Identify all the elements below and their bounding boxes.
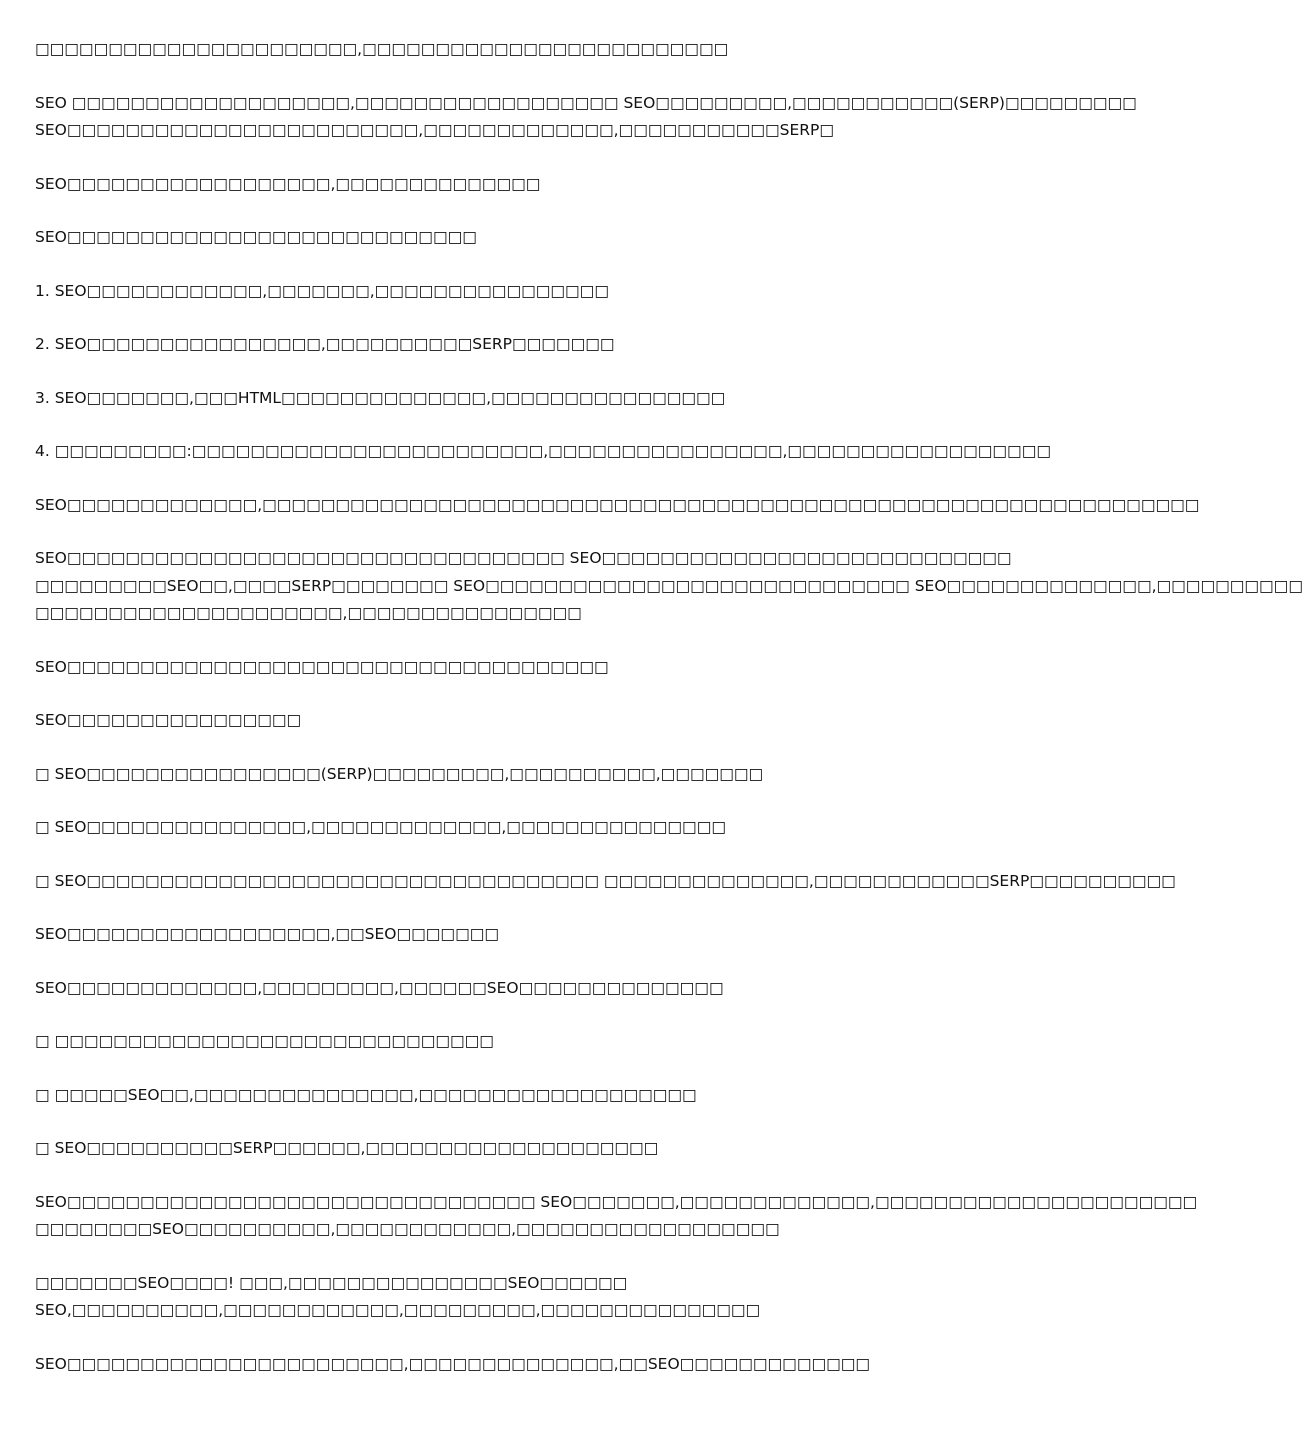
paragraph-line: SEO□□□□□□□□□□□□□□□□□□□□□□□□,□□□□□□□□□□□□□,□□□□□□□□□□□SERP□	[35, 121, 835, 139]
paragraph-line: SEO□□□□□□□□□□□□□□□□□□,□□SEO□□□□□□□	[35, 925, 500, 943]
paragraph	[35, 814, 995, 842]
paragraph	[35, 921, 995, 949]
paragraph	[35, 761, 995, 789]
paragraph	[35, 1351, 995, 1379]
paragraph-line: □□□□□□□□□□□□□□□□□□□□□,□□□□□□□□□□□□□□□□	[35, 604, 582, 622]
paragraph	[35, 1028, 995, 1056]
paragraph-line: SEO,□□□□□□□□□□,□□□□□□□□□□□□,□□□□□□□□□,□□□□□□□□□□□□□□□	[35, 1301, 761, 1319]
paragraph-line: □ SEO□□□□□□□□□□□□□□□□(SERP)□□□□□□□□□,□□□□□□□□□□,□□□□□□□	[35, 764, 764, 783]
paragraph	[35, 438, 1051, 466]
paragraph-line: □ SEO□□□□□□□□□□SERP□□□□□□,□□□□□□□□□□□□□□□□□□□□	[35, 1139, 659, 1157]
paragraph	[35, 90, 1137, 145]
paragraph-line: □ □□□□□□□□□□□□□□□□□□□□□□□□□□□□□□	[35, 1032, 494, 1050]
paragraph-line: 3. SEO□□□□□□□,□□□HTML□□□□□□□□□□□□□□,□□□□□□□□□□□□□□□□	[35, 388, 726, 407]
paragraph	[35, 171, 995, 199]
paragraph-line: 1. SEO□□□□□□□□□□□□,□□□□□□□,□□□□□□□□□□□□□□□□	[35, 281, 609, 300]
paragraph	[35, 545, 1303, 628]
paragraph-line: SEO□□□□□□□□□□□□□,□□□□□□□□□,□□□□□□SEO□□□□□□□□□□□□□□	[35, 978, 724, 997]
paragraph-line: SEO□□□□□□□□□□□□□□□□□□□□□□□□□□□□□□□□ SEO□□□□□□□,□□□□□□□□□□□□□,□□□□□□□□□□□□□□□□□□□□□□	[35, 1192, 1198, 1211]
paragraph-line: SEO □□□□□□□□□□□□□□□□□□□,□□□□□□□□□□□□□□□□□□ SEO□□□□□□□□□,□□□□□□□□□□□(SERP)□□□□□□□□□	[35, 93, 1137, 112]
paragraph	[35, 1135, 995, 1163]
paragraph	[35, 224, 995, 252]
paragraph	[35, 36, 995, 64]
paragraph-line: SEO□□□□□□□□□□□□□□□□□□□□□□□,□□□□□□□□□□□□□□,□□SEO□□□□□□□□□□□□□	[35, 1354, 871, 1373]
paragraph-line: 2. SEO□□□□□□□□□□□□□□□□,□□□□□□□□□□SERP□□□□□□□	[35, 335, 615, 353]
paragraph-line: SEO□□□□□□□□□□□□□□□□	[35, 711, 302, 729]
paragraph-line: SEO□□□□□□□□□□□□□□□□□□,□□□□□□□□□□□□□□	[35, 174, 541, 193]
paragraph	[35, 385, 995, 413]
paragraph-line: □ SEO□□□□□□□□□□□□□□□□□□□□□□□□□□□□□□□□□□□ □□□□□□□□□□□□□□,□□□□□□□□□□□□SERP□□□□□□□□□□	[35, 871, 1176, 890]
paragraph-line: □□□□□□□□□□□□□□□□□□□□□□,□□□□□□□□□□□□□□□□□□□□□□□□□	[35, 40, 729, 58]
paragraph-line: SEO□□□□□□□□□□□□□□□□□□□□□□□□□□□□	[35, 228, 477, 246]
paragraph-line: SEO□□□□□□□□□□□□□,□□□□□□□□□□□□□□□□□□□□□□□□□□□□□□□□□□□□□□□□□□□□□□□□□□□□□□□□□□□□□□□□	[35, 495, 1200, 514]
paragraph	[35, 278, 995, 306]
paragraph-line: □ □□□□□SEO□□,□□□□□□□□□□□□□□□,□□□□□□□□□□□□□□□□□□□	[35, 1085, 697, 1104]
paragraph	[35, 707, 995, 735]
paragraph	[35, 975, 995, 1003]
paragraph	[35, 331, 995, 359]
paragraph	[35, 1270, 995, 1325]
paragraph	[35, 492, 1200, 520]
document-body	[35, 36, 1303, 1404]
paragraph	[35, 654, 995, 682]
paragraph	[35, 1082, 995, 1110]
paragraph-line: □ SEO□□□□□□□□□□□□□□□,□□□□□□□□□□□□□,□□□□□□□□□□□□□□□	[35, 818, 726, 836]
paragraph	[35, 868, 1176, 896]
paragraph-line: SEO□□□□□□□□□□□□□□□□□□□□□□□□□□□□□□□□□□ SEO□□□□□□□□□□□□□□□□□□□□□□□□□□□□	[35, 549, 1012, 567]
paragraph-line: 4. □□□□□□□□□:□□□□□□□□□□□□□□□□□□□□□□□□,□□□□□□□□□□□□□□□□,□□□□□□□□□□□□□□□□□□	[35, 442, 1051, 460]
paragraph-line: □□□□□□□□SEO□□□□□□□□□□,□□□□□□□□□□□□,□□□□□□□□□□□□□□□□□□	[35, 1220, 780, 1238]
paragraph-line: SEO□□□□□□□□□□□□□□□□□□□□□□□□□□□□□□□□□□□□□	[35, 657, 609, 676]
paragraph	[35, 1189, 1198, 1244]
paragraph-line: □□□□□□□□□SEO□□,□□□□SERP□□□□□□□□ SEO□□□□□□□□□□□□□□□□□□□□□□□□□□□□□ SEO□□□□□□□□□□□□□□,□□□□□□□□□□	[35, 576, 1303, 595]
paragraph-line: □□□□□□□SEO□□□□! □□□,□□□□□□□□□□□□□□□SEO□□□□□□	[35, 1273, 628, 1292]
